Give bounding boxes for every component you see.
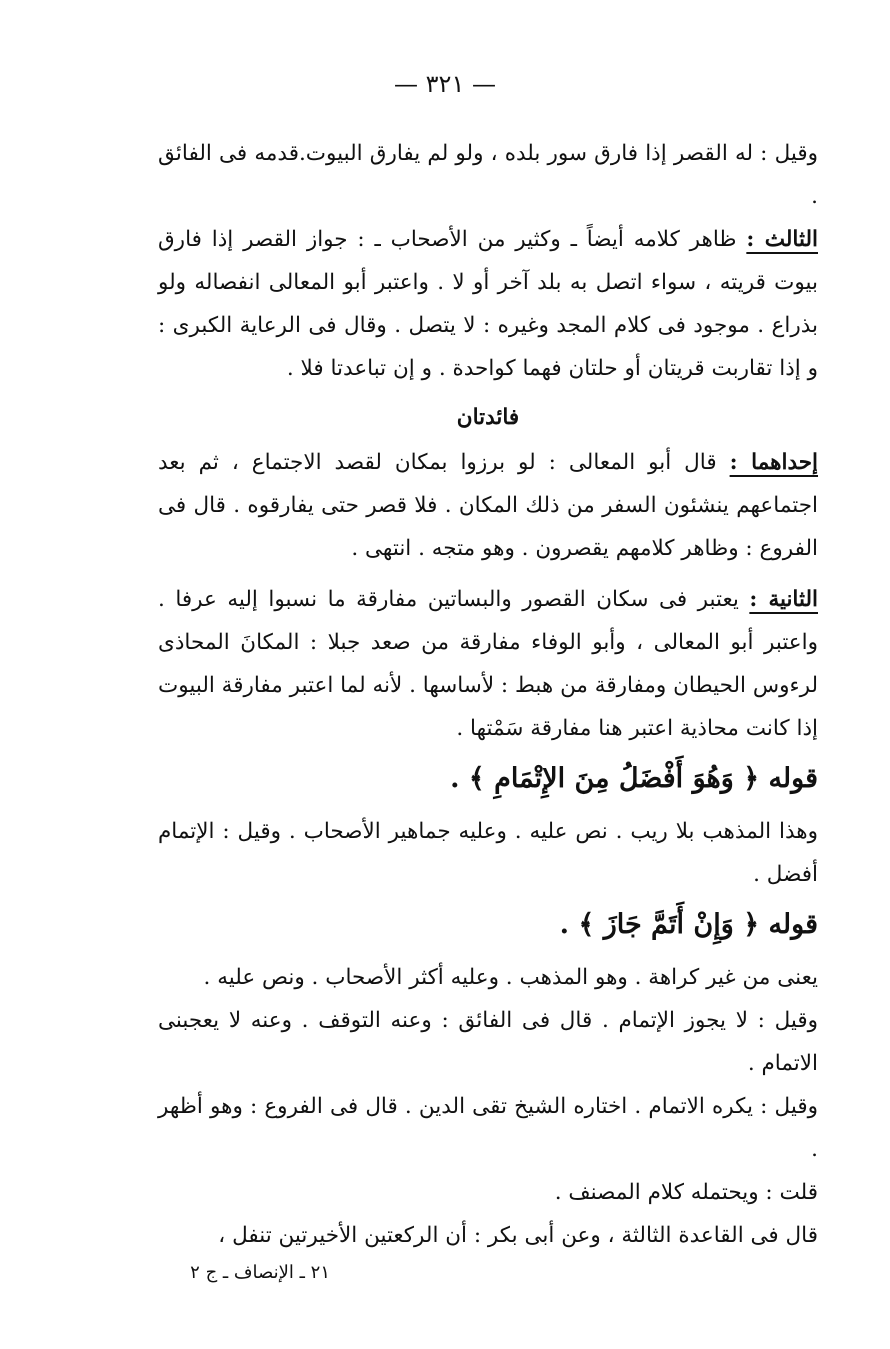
page-body — [158, 132, 818, 1257]
third-point-label: الثالث : — [746, 227, 818, 252]
paragraph-first-benefit — [158, 441, 818, 570]
section-heading-faidatan: فائدتان — [456, 405, 520, 430]
paragraph-5: وهذا المذهب بلا ريب . نص عليه . وعليه جماهير الأصحاب . وقيل : الإتمام أفضل . — [158, 819, 818, 887]
third-point-text: ظاهر كلامه أيضاً ـ وكثير من الأصحاب ـ : جواز القصر إذا فارق بيوت قريته ، سواء اتصل به بلد آخر أو لا . واعتبر أبو المعالى انفصاله ولو بذراع . موجود فى كلام المجد وغيره : لا يتصل . وقال فى الرعاية الكبرى : و إذا تقاربت قريتان أو حلتان فهما كواحدة . و إن تباعدتا فلا . — [158, 227, 818, 381]
paragraph-1: وقيل : له القصر إذا فارق سور بلده ، ولو لم يفارق البيوت.قدمه فى الفائق . — [158, 141, 818, 209]
paragraph-10: قال فى القاعدة الثالثة ، وعن أبى بكر : أن الركعتين الأخيرتين تنفل ، — [218, 1223, 818, 1248]
paragraph-6: يعنى من غير كراهة . وهو المذهب . وعليه أكثر الأصحاب . ونص عليه . — [203, 965, 818, 990]
quote-heading-1 — [158, 754, 818, 804]
paragraph-second-benefit — [158, 578, 818, 750]
first-benefit-label: إحداهما : — [729, 450, 819, 475]
paragraph-third-point — [158, 218, 818, 390]
quote-1-text: ﴿ وَهُوَ أَفْضَلُ مِنَ الإِتْمَامِ ﴾ . — [450, 763, 760, 794]
printer-signature: ٢١ ـ الإنصاف ـ ج ٢ — [190, 1262, 330, 1283]
quote-heading-2 — [158, 900, 818, 950]
second-benefit-text: يعتبر فى سكان القصور والبساتين مفارقة ما نسبوا إليه عرفا . واعتبر أبو المعالى ، وأبو الوفاء مفارقة من صعد جبلا : المكانَ المحاذى لرءوس الحيطان ومفارقة من هبط : لأساسها . لأنه لما اعتبر مفارقة البيوت إذا كانت محاذية اعتبر هنا مفارقة سَمْتها . — [158, 587, 818, 741]
paragraph-7: وقيل : لا يجوز الإتمام . قال فى الفائق : وعنه التوقف . وعنه لا يعجبنى الاتمام . — [158, 1008, 818, 1076]
quote-1-label: قوله — [768, 763, 818, 794]
second-benefit-label: الثانية : — [749, 587, 818, 612]
paragraph-8: وقيل : يكره الاتمام . اختاره الشيخ تقى الدين . قال فى الفروع : وهو أظهر . — [158, 1094, 818, 1162]
first-benefit-text: قال أبو المعالى : لو برزوا بمكان لقصد الاجتماع ، ثم بعد اجتماعهم ينشئون السفر من ذلك المكان . فلا قصر حتى يفارقوه . قال فى الفروع : وظاهر كلامهم يقصرون . وهو متجه . انتهى . — [158, 450, 818, 561]
paragraph-9: قلت : ويحتمله كلام المصنف . — [554, 1180, 818, 1205]
quote-2-label: قوله — [768, 909, 818, 940]
page-number: — ٣٢١ — — [394, 70, 496, 98]
quote-2-text: ﴿ وَإِنْ أَتَمَّ جَازَ ﴾ . — [559, 909, 760, 940]
